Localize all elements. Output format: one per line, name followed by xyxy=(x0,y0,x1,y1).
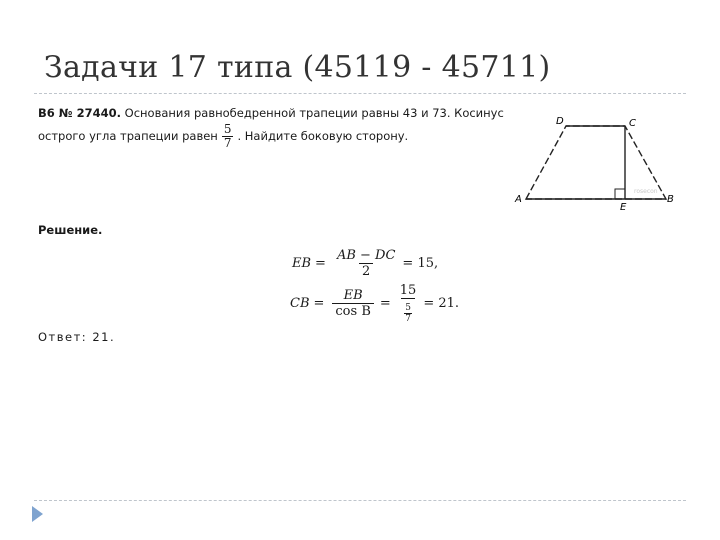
formula2-small-fraction xyxy=(404,303,412,324)
right-angle-mark xyxy=(615,189,625,199)
label-D: D xyxy=(556,116,564,127)
formula2-eq2: = xyxy=(379,296,391,311)
formula2-denominator: cos B xyxy=(332,303,373,319)
problem-statement xyxy=(38,106,512,150)
cosine-fraction xyxy=(222,123,234,150)
formula-cb xyxy=(290,283,459,324)
solution-label: Решение. xyxy=(38,223,103,237)
formula2-fraction xyxy=(332,288,373,319)
problem-text-2: острого угла трапеции равен xyxy=(38,129,218,143)
formula2-eq: = xyxy=(313,296,325,311)
slide-title: Задачи 17 типа (45119 - 45711) xyxy=(44,50,551,85)
formula1-fraction xyxy=(334,248,398,279)
problem-line-2 xyxy=(38,123,512,150)
formula1-lhs: EB xyxy=(292,256,312,271)
formula2-denominator-2 xyxy=(401,298,415,324)
formula2-lhs: CB xyxy=(290,296,310,311)
formula2-fraction-2 xyxy=(397,283,420,324)
problem-text-3: . Найдите боковую сторону. xyxy=(237,129,409,143)
trapezoid-figure xyxy=(510,110,680,210)
formula1-result: = 15, xyxy=(402,256,439,271)
top-divider xyxy=(34,93,686,94)
label-C: C xyxy=(629,118,636,129)
formula2-result: = 21. xyxy=(423,296,460,311)
problem-number: B6 № 27440. xyxy=(38,106,121,120)
label-B: B xyxy=(667,194,674,205)
label-E: E xyxy=(620,202,627,210)
formula1-denominator: 2 xyxy=(359,263,373,279)
formula1-eq: = xyxy=(315,256,326,271)
fraction-numerator: 5 xyxy=(223,122,232,136)
next-slide-arrow-icon[interactable] xyxy=(32,506,43,522)
formula1-numerator: AB − DC xyxy=(336,248,396,263)
formula2-numerator: EB xyxy=(343,288,363,303)
formula2-numerator-2: 15 xyxy=(399,283,417,298)
bottom-divider xyxy=(34,500,686,501)
problem-text-1: Основания равнобедренной трапеции равны 43 и 73. Косинус xyxy=(124,106,504,120)
label-A: A xyxy=(515,194,522,205)
problem-line-1 xyxy=(38,106,512,121)
small-fraction-numerator: 5 xyxy=(405,303,411,313)
formula-eb xyxy=(292,248,438,279)
small-fraction-denominator: 7 xyxy=(405,314,411,324)
watermark: rosecon xyxy=(634,188,658,195)
fraction-denominator: 7 xyxy=(223,136,232,150)
answer-text: Ответ: 21. xyxy=(38,330,116,344)
